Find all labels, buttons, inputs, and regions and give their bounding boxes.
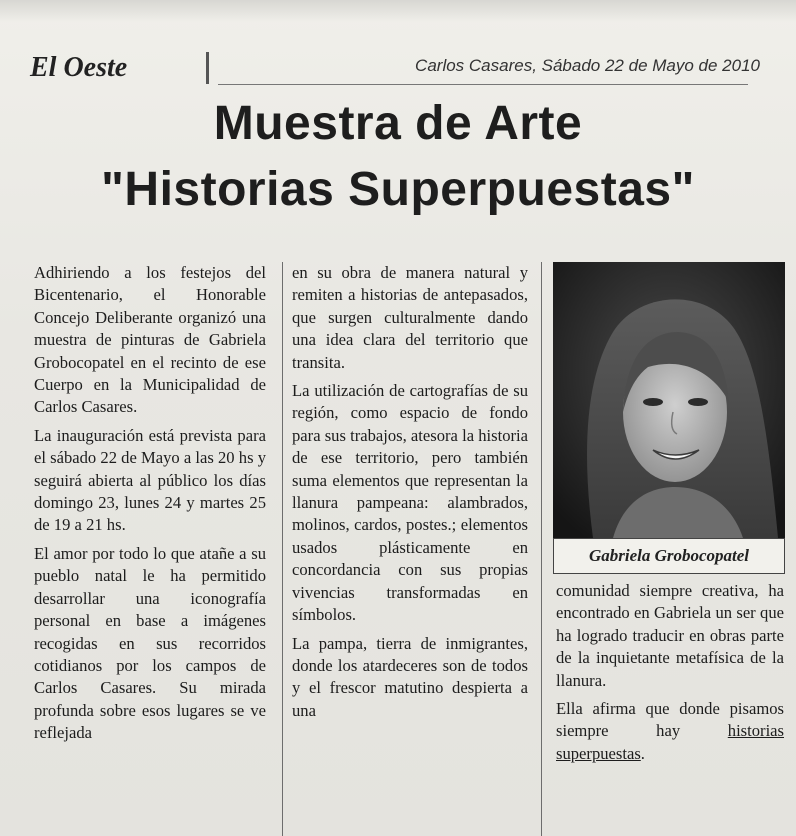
paragraph: La utilización de cartografías de su región, como espacio de fondo para sus trabajos, atesora la historia de ese territorio, pero también suma elementos que representan la llanura pampeana: alambrados, molinos, cardos, postes.; elementos usados plásticamente en concordancia con sus propias vivencias transformadas en símbolos.	[292, 381, 528, 625]
column-divider	[541, 262, 542, 836]
portrait-illustration	[553, 262, 785, 538]
paragraph: El amor por todo lo que atañe a su pueblo natal le ha permitido desarrollar una iconografía personal en base a imágenes recogidas en sus recorridos cotidianos por los campos de Carlos Casares. Su mirada profunda sobre esos lugares se ve reflejada	[34, 543, 266, 743]
paragraph	[556, 698, 784, 765]
masthead-rule	[218, 84, 748, 85]
quote-end: .	[640, 743, 645, 763]
headline-line-2: "Historias Superpuestas"	[101, 163, 695, 216]
article-column-1	[34, 262, 266, 751]
paragraph: comunidad siempre creativa, ha encontrado en Gabriela un ser que ha logrado traducir en obras parte de la inquietante metafísica de la llanura.	[556, 581, 784, 690]
newspaper-logo: El Oeste	[30, 52, 128, 83]
dateline: Carlos Casares, Sábado 22 de Mayo de 2010	[415, 56, 760, 75]
paragraph: La pampa, tierra de inmigrantes, donde los atardeceres son de todos y el frescor matutino despierta a una	[292, 633, 528, 720]
page-fold-shadow	[0, 0, 796, 22]
article-column-3	[556, 580, 784, 771]
photo-caption: Gabriela Grobocopatel	[553, 538, 785, 574]
masthead	[28, 50, 788, 90]
logo-divider	[206, 52, 209, 84]
paragraph: La inauguración está prevista para el sábado 22 de Mayo a las 20 hs y seguirá abierta al público los días domingo 23, lunes 24 y martes 25 de 19 a 21 hs.	[34, 425, 266, 535]
paragraph: Adhiriendo a los festejos del Bicentenario, el Honorable Concejo Deliberante organizó una muestra de pinturas de Gabriela Grobocopatel en el recinto de ese Cuerpo en la Municipalidad de Carlos Casares.	[34, 263, 266, 417]
column-divider	[282, 262, 283, 836]
underlined-phrase: historias superpuestas	[556, 721, 784, 763]
portrait-photo	[553, 262, 785, 538]
article-column-2	[292, 262, 528, 728]
headline-line-1: Muestra de Arte	[213, 97, 583, 150]
quote-intro: Ella afirma que donde pisamos siempre hay	[556, 699, 784, 741]
paragraph: en su obra de manera natural y remiten a historias de antepasados, que surgen culturalmente dando una idea clara del territorio que transita.	[292, 263, 528, 372]
